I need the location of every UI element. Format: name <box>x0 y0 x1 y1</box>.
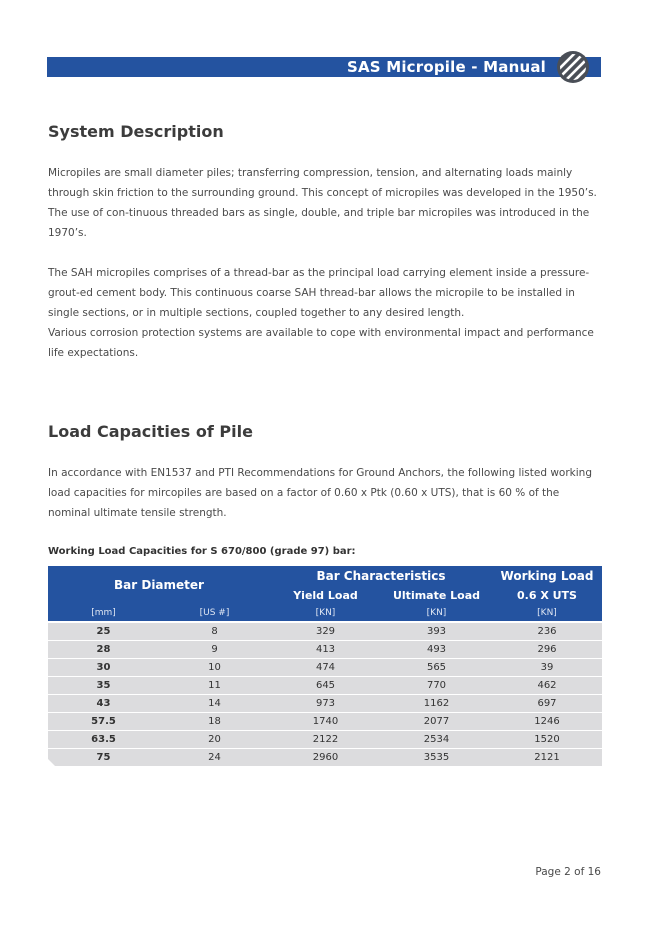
header-bar-diameter: Bar Diameter <box>48 566 270 604</box>
table-row <box>48 641 602 659</box>
table-cell: 8 <box>159 622 270 641</box>
table-row <box>48 749 602 767</box>
table-cell: 24 <box>159 749 270 767</box>
header-yield-load: Yield Load <box>270 586 381 604</box>
table-cell: 393 <box>381 622 492 641</box>
section-heading-system-description: System Description <box>48 122 224 141</box>
table-cell: 30 <box>48 659 159 677</box>
paragraph-sah-thread-bar: The SAH micropiles comprises of a thread-bar as the principal load carrying element inside a pressure-grout-ed cement body. This continuous coarse SAH thread-bar allows the micropile to be installed in single sections, or in multiple sections, coupled together to any desired length. <box>48 267 590 319</box>
table-cell: 14 <box>159 695 270 713</box>
table-cell: 1246 <box>492 713 602 731</box>
paragraph-micropile-intro: Micropiles are small diameter piles; transferring compression, tension, and alternating loads mainly through skin friction to the surrounding ground. This concept of micropiles was developed in the 1950’s. The use of con-tinuous threaded bars as single, double, and triple bar micropiles was introduced in the 1970’s. <box>48 167 597 239</box>
table-cell: 35 <box>48 677 159 695</box>
table-cell: 43 <box>48 695 159 713</box>
unit-cell: [mm] <box>48 604 159 622</box>
document-title: SAS Micropile - Manual <box>346 58 546 76</box>
table-cell: 2122 <box>270 731 381 749</box>
table-cell: 9 <box>159 641 270 659</box>
table-row <box>48 731 602 749</box>
table-cell: 1740 <box>270 713 381 731</box>
header-bar <box>47 57 601 77</box>
table-cell: 413 <box>270 641 381 659</box>
table-cell: 2121 <box>492 749 602 767</box>
table-cell: 462 <box>492 677 602 695</box>
table-cell: 296 <box>492 641 602 659</box>
table-caption: Working Load Capacities for S 670/800 (grade 97) bar: <box>48 546 356 557</box>
unit-cell: [US #] <box>159 604 270 622</box>
table-row <box>48 713 602 731</box>
section-heading-load-capacities: Load Capacities of Pile <box>48 422 253 441</box>
paragraph-corrosion-protection: Various corrosion protection systems are available to cope with environmental impact and performance life expectations. <box>48 327 594 359</box>
unit-cell: [KN] <box>270 604 381 622</box>
header-ultimate-load: Ultimate Load <box>381 586 492 604</box>
table-cell: 645 <box>270 677 381 695</box>
table-cell: 39 <box>492 659 602 677</box>
table-cell: 11 <box>159 677 270 695</box>
table-cell: 63.5 <box>48 731 159 749</box>
table-cell: 329 <box>270 622 381 641</box>
table-row <box>48 677 602 695</box>
table-cell: 20 <box>159 731 270 749</box>
table-cell: 10 <box>159 659 270 677</box>
table-cell: 57.5 <box>48 713 159 731</box>
table-cell: 1162 <box>381 695 492 713</box>
header-bar-characteristics: Bar Characteristics <box>270 566 492 586</box>
table-cell: 973 <box>270 695 381 713</box>
table-cell: 75 <box>48 749 159 767</box>
table-cell: 18 <box>159 713 270 731</box>
header-working-factor: 0.6 X UTS <box>492 586 602 604</box>
table-cell: 2077 <box>381 713 492 731</box>
units-row <box>48 604 602 622</box>
table-cell: 236 <box>492 622 602 641</box>
unit-cell: [KN] <box>381 604 492 622</box>
table-body <box>48 622 602 767</box>
table-cell: 3535 <box>381 749 492 767</box>
table-row <box>48 695 602 713</box>
table-cell: 2960 <box>270 749 381 767</box>
unit-cell: [KN] <box>492 604 602 622</box>
table-cell: 565 <box>381 659 492 677</box>
table-row <box>48 622 602 641</box>
table-cell: 770 <box>381 677 492 695</box>
table-cell: 1520 <box>492 731 602 749</box>
table-cell: 697 <box>492 695 602 713</box>
table-row <box>48 659 602 677</box>
table-cell: 493 <box>381 641 492 659</box>
header-working-load: Working Load <box>492 566 602 586</box>
load-capacities-table <box>48 566 602 767</box>
paragraph-load-capacities: In accordance with EN1537 and PTI Recommendations for Ground Anchors, the following listed working load capacities for mircopiles are based on a factor of 0.60 x Ptk (0.60 x UTS), that is 60 % of the nominal ultimate tensile strength. <box>48 467 592 519</box>
table-cell: 28 <box>48 641 159 659</box>
table-corner-cut <box>48 759 56 767</box>
table-cell: 25 <box>48 622 159 641</box>
table-cell: 474 <box>270 659 381 677</box>
page-number: Page 2 of 16 <box>535 866 601 878</box>
table-cell: 2534 <box>381 731 492 749</box>
company-logo-icon <box>556 50 590 84</box>
